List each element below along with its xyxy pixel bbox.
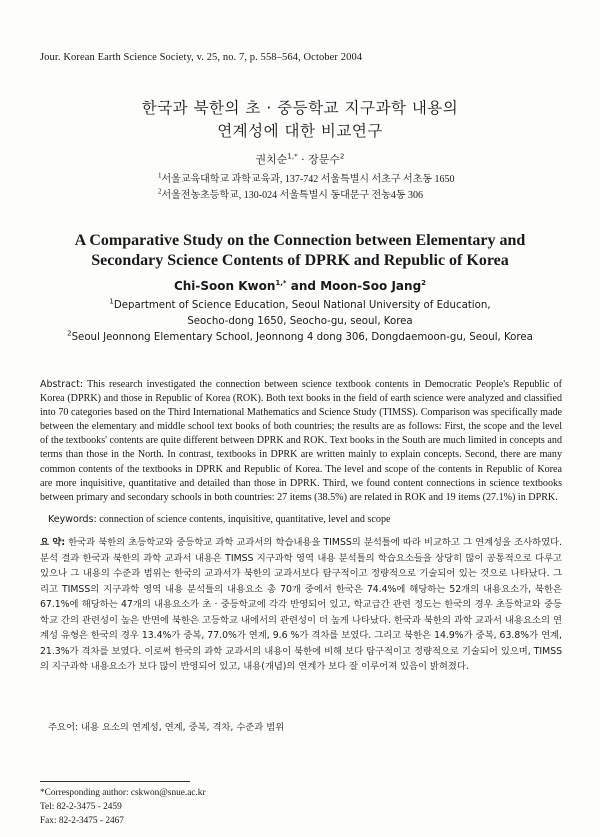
keywords-label: Keywords: — [48, 514, 97, 525]
english-author-1: Chi-Soon Kwon — [173, 279, 276, 293]
english-affiliation-1-num: 1 — [109, 297, 114, 306]
keywords — [48, 514, 568, 525]
fax: Fax: 82-2-3475 - 2467 — [40, 816, 124, 826]
corresponding-author: *Corresponding author: cskwon@snue.ac.kr — [40, 788, 206, 798]
korean-author-2-sup: 2 — [340, 152, 345, 161]
korean-author-1-sup: 1,* — [287, 152, 298, 161]
telephone: Tel: 82-2-3475 - 2459 — [40, 802, 122, 812]
korean-author-separator: · — [297, 153, 309, 166]
korean-affiliation-2-num: 2 — [158, 187, 162, 196]
korean-abstract — [40, 535, 562, 675]
english-title-line-1: A Comparative Study on the Connection between Elementary and — [74, 232, 526, 249]
korean-affiliation-2 — [158, 186, 423, 201]
korean-keywords: 주요어: 내용 요소의 연계성, 연계, 중복, 격차, 수준과 범위 — [48, 722, 285, 733]
english-author-1-sup: 1,* — [275, 279, 287, 287]
korean-abstract-text: 한국과 북한의 초등학교와 중등학교 과학 교과서의 학습내용을 TIMSS의 분석틀에 따라 비교하고 그 연계성을 조사하였다. 분석 결과 한국과 북한의 과학 교과서 내용은 TIMSS 지구과학 영역 내용 분석틀의 학습요소들을 상당히 많이 공통적으로 다루고 있으나 그 내용의 수준과 범위는 한국의 교과서가 북한의 교과서보다 탐구적이고 정량적으로 기술되어 있는 것으로 나타났다. 그리고 TIMSS의 지구과학 영역 내용 분석틀의 내용요소 총 70개 중에서 한국은 74.4%에 해당하는 52개의 내용요소가, 북한은 67.1%에 해당하는 47개의 내용요소가 초 · 중등학교에 각각 반영되어 있고, 학교급간 관련 정도는 한국의 경우 초등학교와 중등학교 간의 관련성이 높은 반면에 북한은 고등학교 내에서의 관련성이 더 높게 나타났다. 한국과 북한의 과학 교과서 내용요소의 연계성 유형은 한국의 경우 13.4%가 중복, 77.0%가 연계, 9.6 %가 격차를 보였다. 그리고 북한은 14.9%가 중복, 63.8%가 연계, 21.3%가 격차를 보였다. 이로써 한국의 과학 교과서의 내용이 북한에 비해 보다 탐구적이고 정량적으로 기술되어 있으며, TIMSS의 지구과학 내용요소가 보다 많이 반영되어 있고, 내용(개념)의 연계가 보다 잘 이루어져 있음이 밝혀졌다. — [40, 537, 562, 672]
english-affiliation-1-line-2: Seocho-dong 1650, Seocho-gu, seoul, Korea — [187, 316, 413, 327]
korean-affiliation-1-num: 1 — [158, 171, 162, 180]
english-affiliation-2 — [0, 329, 600, 343]
korean-title-line-1: 한국과 북한의 초 · 중등학교 지구과학 내용의 — [141, 99, 459, 117]
korean-author-2: 장문수 — [308, 153, 340, 166]
english-author-and: and — [286, 279, 321, 293]
korean-title-line-2: 연계성에 대한 비교연구 — [217, 122, 383, 140]
english-title-line-2: Secondary Science Contents of DPRK and Republic of Korea — [91, 252, 509, 269]
korean-authors — [0, 151, 600, 167]
journal-reference: Jour. Korean Earth Science Society, v. 25, no. 7, p. 558–564, October 2004 — [40, 52, 363, 63]
abstract-label: Abstract: — [40, 379, 84, 390]
english-affiliation-1-text: Department of Science Education, Seoul National University of Education, — [113, 300, 491, 311]
english-affiliation-1-line-1 — [0, 297, 600, 311]
english-authors — [0, 279, 600, 293]
footnote-divider — [40, 781, 190, 782]
abstract — [40, 378, 562, 505]
english-affiliation-2-text: Seoul Jeonnong Elementary School, Jeonnong 4 dong 306, Dongdaemoon-gu, Seoul, Korea — [71, 332, 533, 343]
english-author-2-sup: 2 — [421, 279, 427, 287]
english-affiliation-2-num: 2 — [67, 329, 72, 338]
abstract-text: This research investigated the connection between science textbook contents in Democratic People's Republic of Korea (DPRK) and those in Republic of Korea (ROK). Both text books in the field of earth science were analyzed and classified into 70 categories based on the Third International Mathematics and Science Study (TIMSS). Comparison was specifically made between the elementary and middle school text books of both countries; the results are as follows: First, the scope and the level of the textbooks' contents are quite different between DPRK and ROK. Text books in the South are much limited in concepts and terms than those in the North. In contrast, textbooks in DPRK are written mainly to explain concepts. Second, there are many common contents of the textbooks in DPRK and Republic of Korea. The level and scope of the contents in Republic of Korea are more inquisitive, quantitative and detailed than those in DPRK. Third, we found content connections in science textbooks between primary and secondary schools in both countries: 27 items (38.5%) are related in ROK and 19 items (27.1%) in DPRK. — [40, 379, 562, 503]
korean-affiliation-2-text: 서울전농초등학교, 130-024 서울특별시 동대문구 전농4동 306 — [161, 190, 424, 201]
english-author-2: Moon-Soo Jang — [320, 279, 422, 293]
korean-author-1: 권치순 — [255, 153, 288, 166]
korean-affiliation-1 — [158, 170, 455, 185]
korean-abstract-label: 요 약: — [40, 537, 66, 548]
korean-affiliation-1-text: 서울교육대학교 과학교육과, 137-742 서울특별시 서초구 서초동 1650 — [161, 174, 455, 185]
keywords-text: connection of science contents, inquisitive, quantitative, level and scope — [96, 514, 391, 525]
